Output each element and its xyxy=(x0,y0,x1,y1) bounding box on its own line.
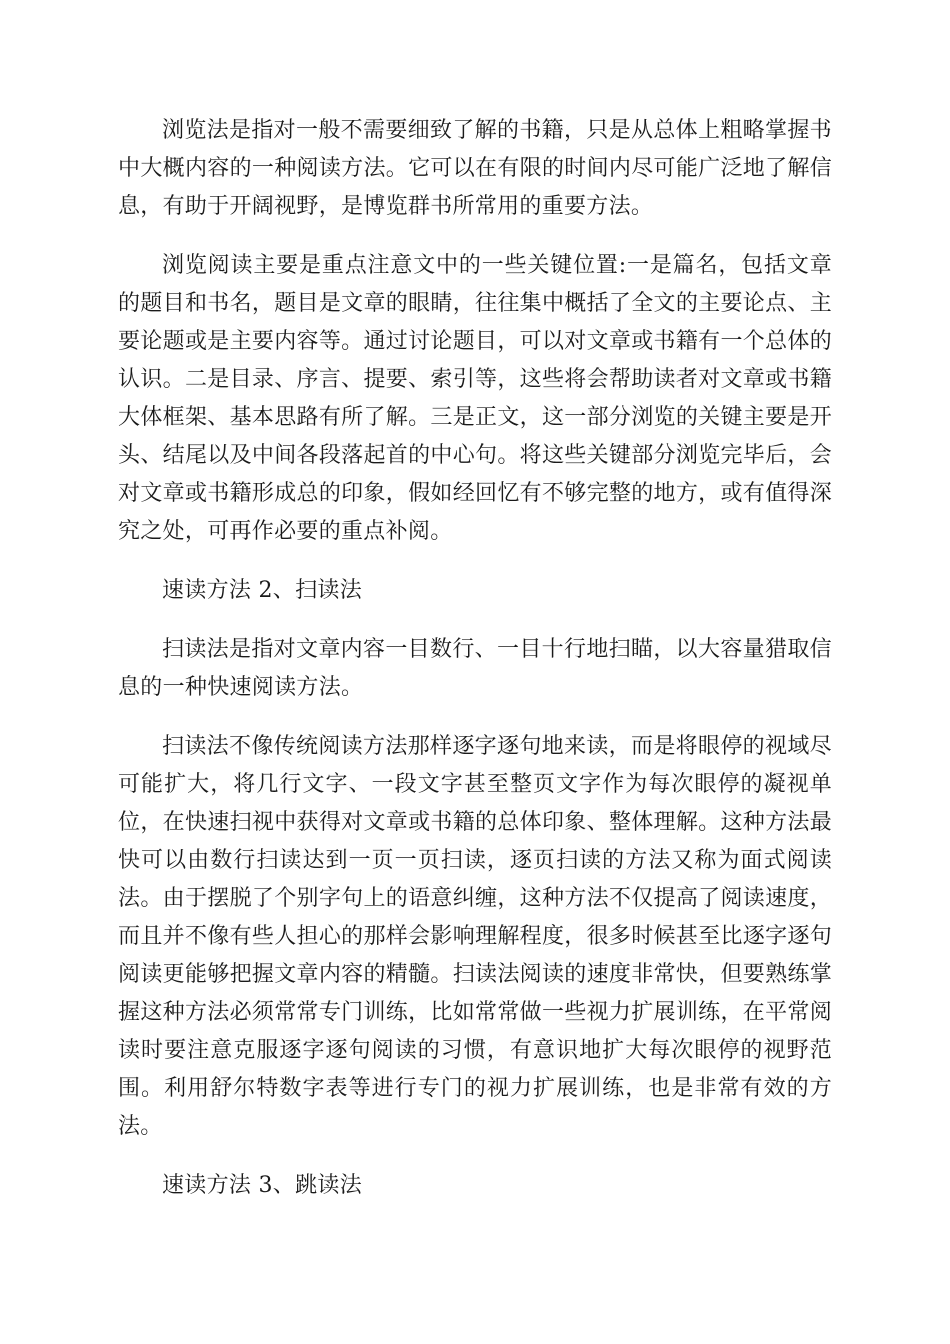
paragraph-browsing-definition: 浏览法是指对一般不需要细致了解的书籍，只是从总体上粗略掌握书中大概内容的一种阅读方法。它可以在有限的时间内尽可能广泛地了解信息，有助于开阔视野，是博览群书所常用的重要方法。 xyxy=(118,118,832,219)
section-heading-skip-reading: 速读方法 3、跳读法 xyxy=(162,1173,362,1198)
paragraph-browsing-key-positions: 浏览阅读主要是重点注意文中的一些关键位置:一是篇名，包括文章的题目和书名，题目是文章的眼睛，往往集中概括了全文的主要论点、主要论题或是主要内容等。通过讨论题目，可以对文章或书籍有一个总体的认识。二是目录、序言、提要、索引等，这些将会帮助读者对文章或书籍大体框架、基本思路有所了解。三是正文，这一部分浏览的关键主要是开头、结尾以及中间各段落起首的中心句。将这些关键部分浏览完毕后，会对文章或书籍形成总的印象，假如经回忆有不够完整的地方，或有值得深究之处，可再作必要的重点补阅。 xyxy=(118,253,832,544)
paragraph-scan-definition: 扫读法是指对文章内容一目数行、一目十行地扫瞄，以大容量猎取信息的一种快速阅读方法。 xyxy=(118,637,832,700)
paragraph-scan-details: 扫读法不像传统阅读方法那样逐字逐句地来读，而是将眼停的视域尽可能扩大，将几行文字、一段文字甚至整页文字作为每次眼停的凝视单位，在快速扫视中获得对文章或书籍的总体印象、整体理解。这种方法最快可以由数行扫读达到一页一页扫读，逐页扫读的方法又称为面式阅读法。由于摆脱了个别字句上的语意纠缠，这种方法不仅提高了阅读速度，而且并不像有些人担心的那样会影响理解程度，很多时候甚至比逐字逐句阅读更能够把握文章内容的精髓。扫读法阅读的速度非常快，但要熟练掌握这种方法必须常常专门训练，比如常常做一些视力扩展训练，在平常阅读时要注意克服逐字逐句阅读的习惯，有意识地扩大每次眼停的视野范围。利用舒尔特数字表等进行专门的视力扩展训练，也是非常有效的方法。 xyxy=(118,734,832,1139)
section-heading-scan-reading: 速读方法 2、扫读法 xyxy=(162,578,362,603)
